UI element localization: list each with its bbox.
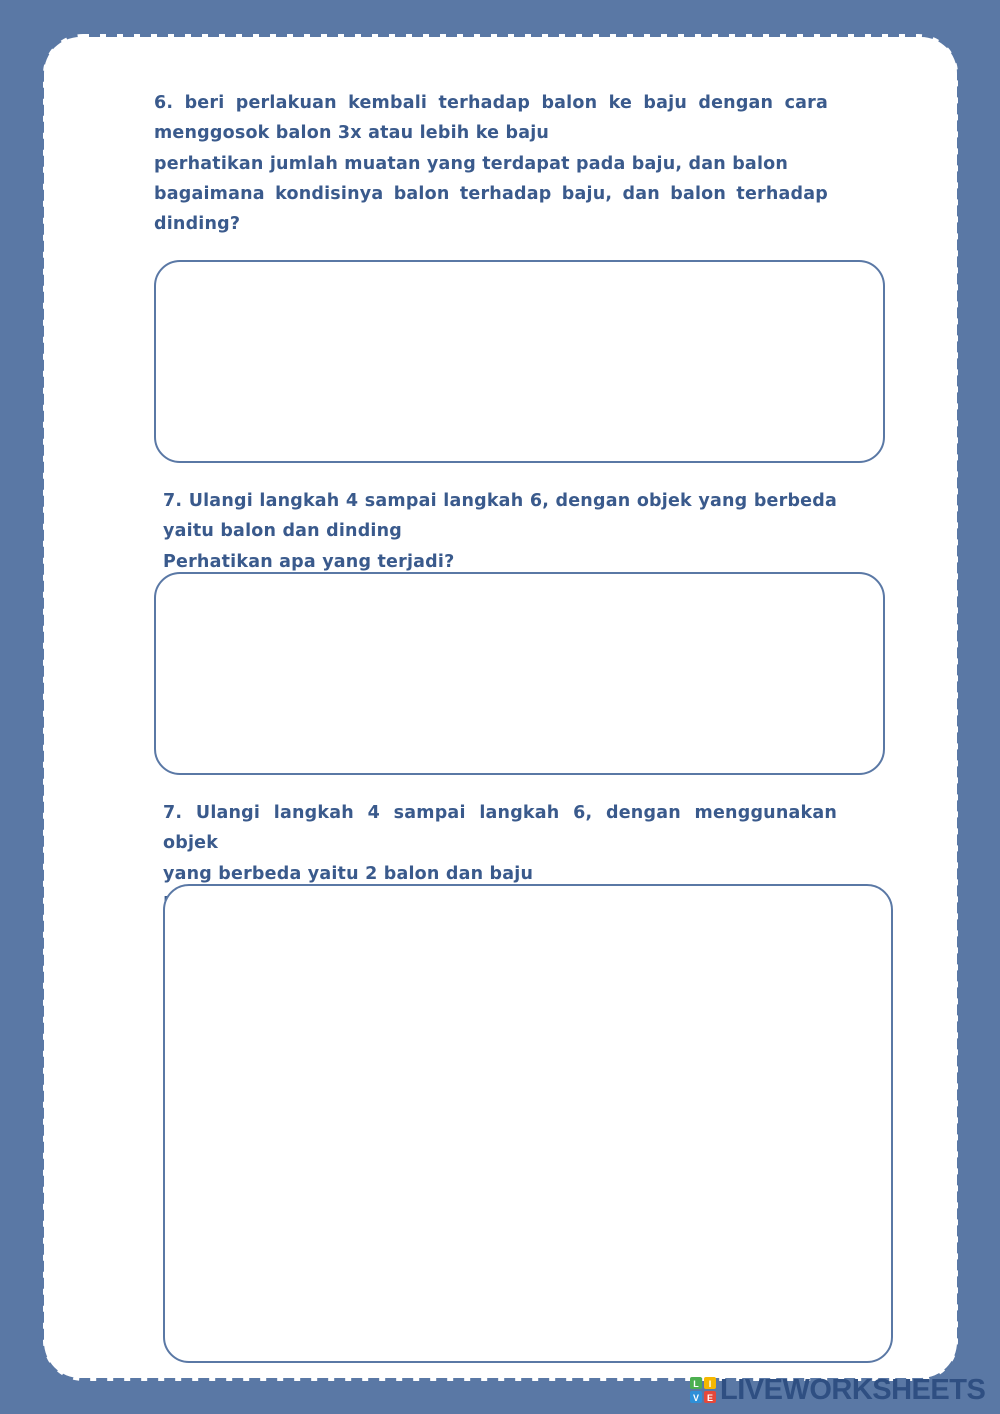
svg-text:V: V — [692, 1393, 700, 1403]
answer-box-6[interactable] — [154, 260, 885, 463]
liveworksheets-logo-icon — [690, 1377, 716, 1403]
question-6 — [154, 88, 828, 239]
liveworksheets-wordmark: LIVEWORKSHEETS — [720, 1373, 986, 1406]
question-6-line-5: dinding? — [154, 214, 241, 235]
question-7-two-balloons-line-2: yang berbeda yaitu 2 balon dan baju — [163, 863, 534, 884]
question-6-line-2: menggosok balon 3x atau lebih ke baju — [154, 123, 550, 144]
question-6-line-4: bagaimana kondisinya balon terhadap baju, dan balon terhadap — [154, 183, 828, 204]
answer-box-7-two-balloons[interactable] — [163, 884, 893, 1363]
answer-input-7-two-balloons[interactable] — [165, 886, 891, 1361]
question-7-wall — [163, 486, 837, 577]
question-7-wall-line-3: Perhatikan apa yang terjadi? — [163, 551, 455, 572]
svg-text:I: I — [708, 1379, 712, 1389]
question-6-line-3: perhatikan jumlah muatan yang terdapat pada baju, dan balon — [154, 153, 789, 174]
answer-box-7-wall[interactable] — [154, 572, 885, 775]
question-6-line-1: 6. beri perlakuan kembali terhadap balon ke baju dengan cara — [154, 93, 828, 113]
svg-text:E: E — [706, 1393, 714, 1403]
question-7-two-balloons-line-1: 7. Ulangi langkah 4 sampai langkah 6, dengan menggunakan objek — [163, 803, 837, 854]
answer-input-7-wall[interactable] — [156, 574, 883, 773]
question-7-wall-line-2: yaitu balon dan dinding — [163, 521, 403, 542]
liveworksheets-brand — [690, 1375, 985, 1405]
answer-input-6[interactable] — [156, 262, 883, 461]
svg-text:L: L — [693, 1379, 699, 1389]
question-7-wall-line-1: 7. Ulangi langkah 4 sampai langkah 6, dengan objek yang berbeda — [163, 491, 837, 511]
